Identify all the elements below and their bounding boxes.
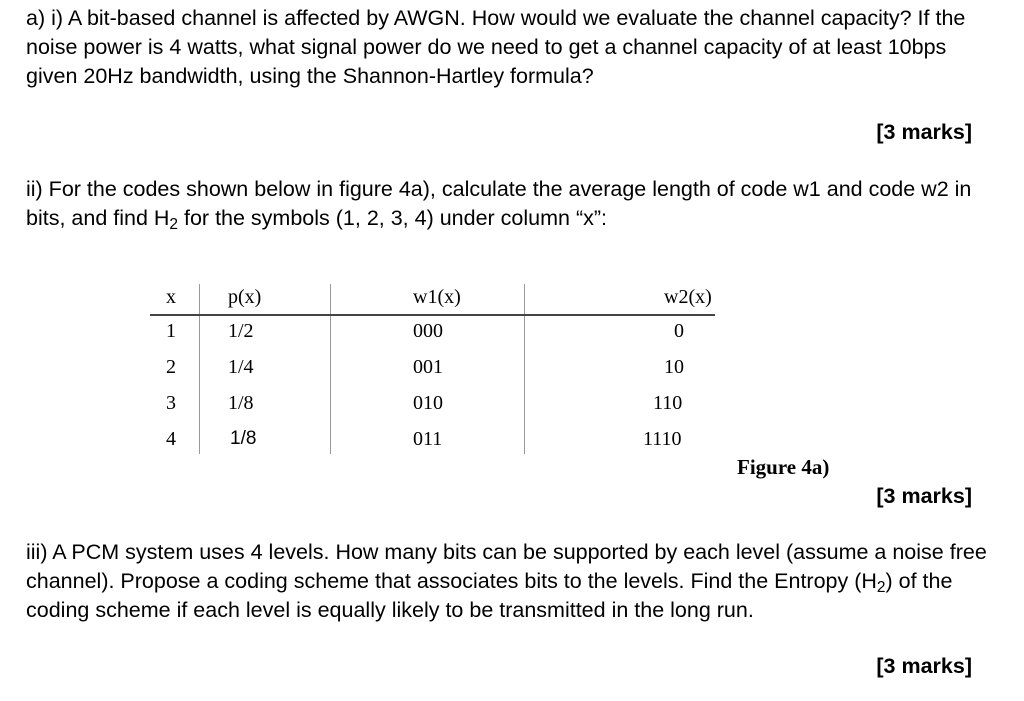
header-x: x <box>166 286 176 308</box>
table-cell: 1/2 <box>228 320 254 342</box>
question-a-ii-text <box>26 175 996 233</box>
figure-caption: Figure 4a) <box>737 455 830 479</box>
table-cell: 1110 <box>643 428 682 450</box>
table-cell: 4 <box>166 428 176 450</box>
question-a-iii-text-after: ) of the coding scheme if each level is equally likely to be transmitted in the long run. <box>26 569 953 622</box>
column-divider <box>524 284 525 454</box>
marks-a-iii: [3 marks] <box>876 654 972 678</box>
question-a-ii-text-after: for the symbols (1, 2, 3, 4) under column “x”: <box>178 206 608 230</box>
table-cell: 0 <box>674 320 684 342</box>
table-cell: 000 <box>413 320 443 342</box>
table-cell: 010 <box>413 392 443 414</box>
table-cell: 1/8 <box>228 392 254 414</box>
header-px: p(x) <box>228 286 262 308</box>
code-table <box>150 282 730 457</box>
header-divider <box>150 314 715 316</box>
marks-a-i: [3 marks] <box>876 120 972 144</box>
table-cell: 1/4 <box>228 356 254 378</box>
table-cell: 1/8 <box>230 428 257 449</box>
header-w2: w2(x) <box>664 286 712 308</box>
question-a-iii-text-before: iii) A PCM system uses 4 levels. How many bits can be supported by each level (assume a noise free channel). Propose a coding scheme that associates bits to the levels. Find the Entropy (H <box>26 540 987 593</box>
h-subscript: 2 <box>876 578 886 596</box>
question-a-i-text: a) i) A bit-based channel is affected by AWGN. How would we evaluate the channel capacity? If the noise power is 4 watts, what signal power do we need to get a channel capacity of at least 10bps given 20Hz bandwidth, using the Shannon-Hartley formula? <box>26 6 966 88</box>
h-subscript: 2 <box>169 215 179 233</box>
table-cell: 011 <box>413 428 443 450</box>
question-a-iii-text <box>26 538 996 625</box>
table-cell: 110 <box>653 392 683 414</box>
column-divider <box>330 284 331 454</box>
table-cell: 001 <box>413 356 443 378</box>
table-cell: 3 <box>166 392 176 414</box>
marks-a-ii: [3 marks] <box>876 484 972 508</box>
table-cell: 1 <box>166 320 176 342</box>
header-w1: w1(x) <box>413 286 461 308</box>
column-divider <box>199 284 200 454</box>
table-cell: 10 <box>664 356 684 378</box>
question-a-ii-text-before: ii) For the codes shown below in figure 4a), calculate the average length of code w1 and code w2 in bits, and find H <box>26 177 972 230</box>
table-cell: 2 <box>166 356 176 378</box>
